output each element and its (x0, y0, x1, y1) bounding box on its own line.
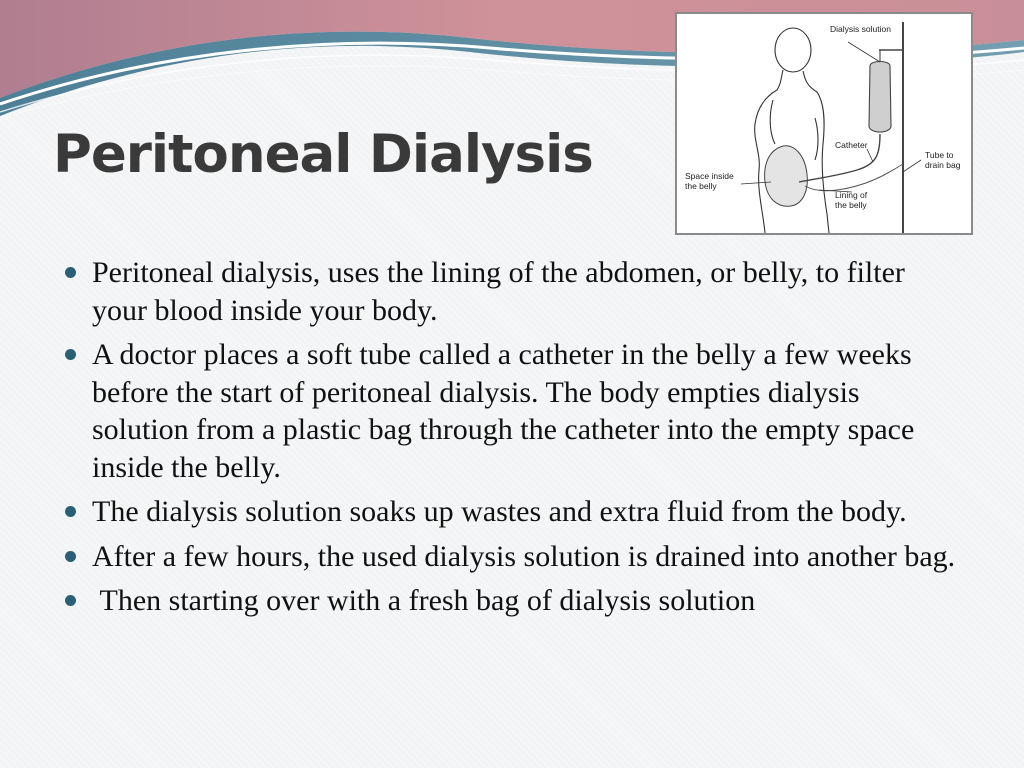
label-lining-of-belly: Lining of the belly (835, 190, 868, 210)
slide-title: Peritoneal Dialysis (53, 124, 593, 185)
bullet-item (60, 254, 960, 329)
bullet-dot-icon (65, 349, 76, 360)
bullet-text: The dialysis solution soaks up wastes and extra fluid from the body. (92, 495, 907, 528)
diagram-illustration (677, 14, 971, 233)
dialysis-bag (869, 62, 891, 133)
label-dialysis-solution: Dialysis solution (830, 24, 891, 34)
bullet-item (60, 336, 960, 486)
bullet-text: A doctor places a soft tube called a catheter in the belly a few weeks before the start of peritoneal dialysis. The body empties dialysis solution from a plastic bag through the catheter into the empty space inside the belly. (92, 338, 915, 484)
bullet-item (60, 538, 960, 576)
label-space-inside-belly: Space inside the belly (685, 171, 734, 191)
bullet-text: Then starting over with a fresh bag of dialysis solution (92, 584, 756, 617)
bullet-dot-icon (65, 551, 76, 562)
label-tube-to-drain-bag: Tube to drain bag (925, 150, 961, 170)
bullet-text: Peritoneal dialysis, uses the lining of the abdomen, or belly, to filter your blood inside your body. (92, 256, 905, 327)
bullet-dot-icon (65, 267, 76, 278)
drain-tube (805, 164, 903, 191)
bullet-dot-icon (65, 506, 76, 517)
belly-space-shape (765, 146, 808, 206)
bullet-item (60, 493, 960, 531)
label-catheter: Catheter (835, 140, 868, 150)
peritoneal-dialysis-diagram (675, 12, 973, 235)
bullet-dot-icon (65, 595, 76, 606)
bullet-text: After a few hours, the used dialysis solution is drained into another bag. (92, 539, 956, 573)
bullet-item (60, 582, 960, 620)
bullet-list (60, 254, 960, 627)
